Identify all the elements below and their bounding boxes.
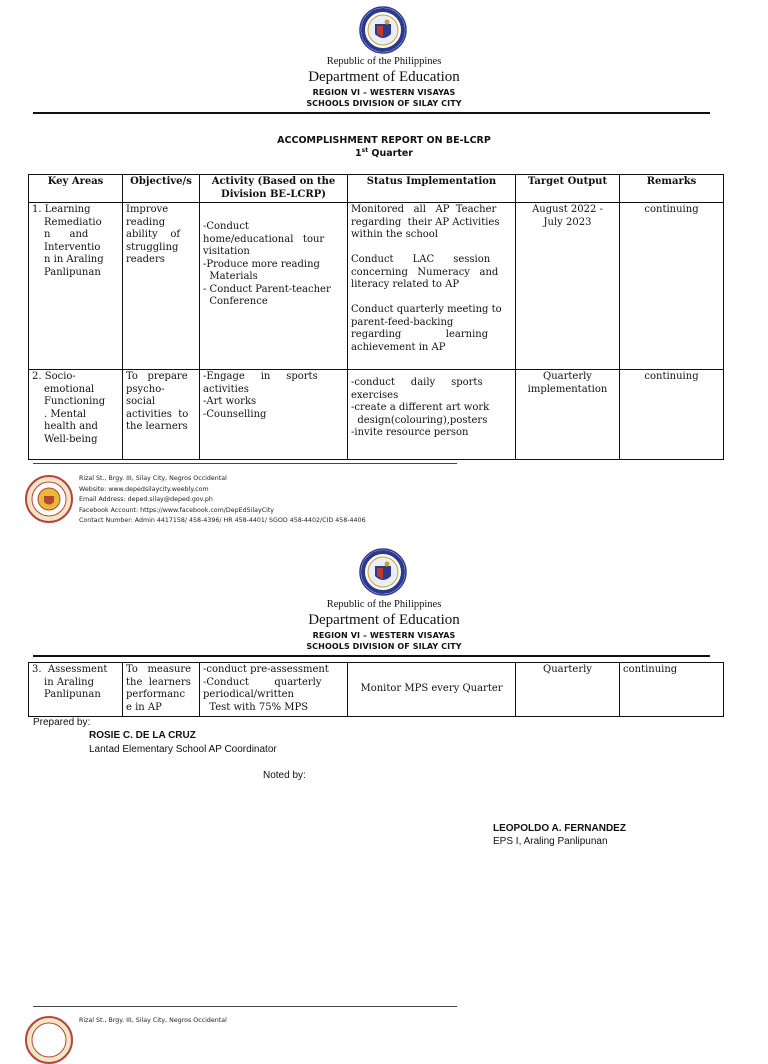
deped-seal-icon bbox=[359, 548, 407, 596]
prepared-by-label: Prepared by: bbox=[33, 717, 91, 728]
target-output-cell: Quarterly bbox=[516, 663, 620, 717]
footer-rule bbox=[33, 1006, 457, 1007]
objective-cell: To measure the learners performanc e in AP bbox=[123, 663, 200, 717]
remarks-cell: continuing bbox=[620, 663, 724, 717]
preparer-name: ROSIE C. DE LA CRUZ bbox=[89, 730, 196, 741]
header-activity: Activity (Based on the Division BE-LCRP) bbox=[200, 175, 348, 203]
division-label: SCHOOLS DIVISION OF SILAY CITY bbox=[306, 99, 462, 108]
noted-by-label: Noted by: bbox=[263, 770, 306, 781]
status-cell: Monitor MPS every Quarter bbox=[348, 663, 516, 717]
region-label: REGION VI – WESTERN VISAYAS bbox=[312, 88, 456, 97]
footer-contact: Contact Number: Admin 4417158/ 458-4396/ HR 458-4401/ SGOD 458-4402/CID 458-4406 bbox=[79, 517, 366, 524]
activity-cell: -conduct pre-assessment -Conduct quarterly periodical/written Test with 75% MPS bbox=[200, 663, 348, 717]
republic-label: Republic of the Philippines bbox=[326, 599, 442, 610]
region-label: REGION VI – WESTERN VISAYAS bbox=[312, 631, 456, 640]
header-status: Status Implementation bbox=[348, 175, 516, 203]
activity-cell: -Conduct home/educational tour visitation -Produce more reading Materials - Conduct Parent-teacher Conference bbox=[200, 203, 348, 370]
noter-name: LEOPOLDO A. FERNANDEZ bbox=[493, 823, 626, 834]
division-seal-icon bbox=[25, 475, 73, 523]
objective-cell: Improve reading ability of struggling readers bbox=[123, 203, 200, 370]
footer-facebook: Facebook Account: https://www.facebook.com/DepEdSilayCity bbox=[79, 506, 275, 514]
report-title: ACCOMPLISHMENT REPORT ON BE-LCRP bbox=[277, 135, 491, 146]
footer-contact-block bbox=[79, 474, 366, 527]
deped-seal-icon bbox=[359, 6, 407, 54]
republic-label: Republic of the Philippines bbox=[326, 56, 442, 67]
header-target-output: Target Output bbox=[516, 175, 620, 203]
status-cell: Monitored all AP Teacher regarding their AP Activities within the school Conduct LAC session concerning Numeracy and literacy related to AP Conduct quarterly meeting to parent-feed-backing regarding learning achievement in AP bbox=[348, 203, 516, 370]
header-objectives: Objective/s bbox=[123, 175, 200, 203]
target-output-cell: August 2022 - July 2023 bbox=[516, 203, 620, 370]
objective-cell: To prepare psycho- social activities to the learners bbox=[123, 370, 200, 460]
footer-rule bbox=[33, 463, 457, 464]
table-header-row bbox=[29, 175, 724, 203]
target-output-cell: Quarterly implementation bbox=[516, 370, 620, 460]
header-remarks: Remarks bbox=[620, 175, 724, 203]
key-area-cell: 1. Learning Remediatio n and Interventio n in Araling Panlipunan bbox=[29, 203, 123, 370]
remarks-cell: continuing bbox=[620, 203, 724, 370]
report-quarter: 1st Quarter bbox=[355, 147, 413, 160]
department-title: Department of Education bbox=[308, 69, 460, 85]
activity-cell: -Engage in sports activities -Art works -Counselling bbox=[200, 370, 348, 460]
preparer-title: Lantad Elementary School AP Coordinator bbox=[89, 744, 277, 755]
noter-title: EPS I, Araling Panlipunan bbox=[493, 836, 608, 847]
footer-address: Rizal St., Brgy. III, Silay City, Negros Occidental bbox=[79, 475, 227, 482]
report-table-continued bbox=[28, 662, 724, 717]
table-row bbox=[29, 370, 724, 460]
status-cell: -conduct daily sports exercises -create a different art work design(colouring),posters -invite resource person bbox=[348, 370, 516, 460]
header-rule bbox=[33, 112, 710, 114]
division-seal-icon bbox=[25, 1016, 73, 1064]
table-row bbox=[29, 203, 724, 370]
footer-address: Rizal St., Brgy. III, Silay City, Negros Occidental bbox=[79, 1017, 227, 1024]
remarks-cell: continuing bbox=[620, 370, 724, 460]
key-area-cell: 3. Assessment in Araling Panlipunan bbox=[29, 663, 123, 717]
footer-email: Email Address: deped.silay@deped.gov.ph bbox=[79, 496, 213, 503]
header-rule bbox=[33, 655, 710, 657]
footer-website: Website: www.depedsilaycity.weebly.com bbox=[79, 485, 209, 493]
department-title: Department of Education bbox=[308, 612, 460, 628]
table-row bbox=[29, 663, 724, 717]
division-label: SCHOOLS DIVISION OF SILAY CITY bbox=[306, 642, 462, 651]
key-area-cell: 2. Socio- emotional Functioning . Mental health and Well-being bbox=[29, 370, 123, 460]
report-table bbox=[28, 174, 724, 460]
header-key-areas: Key Areas bbox=[29, 175, 123, 203]
